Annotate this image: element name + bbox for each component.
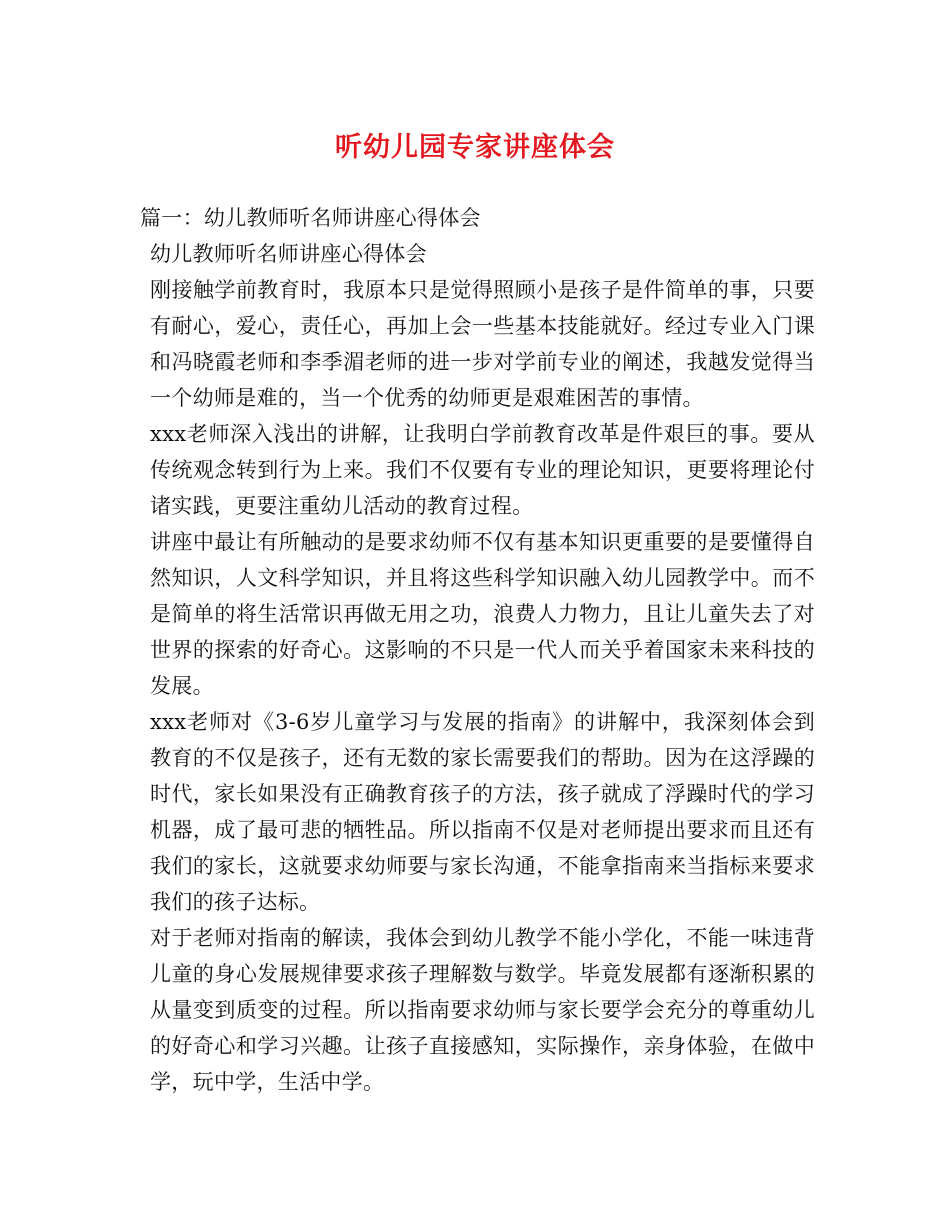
section-heading: 篇一：幼儿教师听名师讲座心得体会: [140, 206, 481, 230]
paragraph-3: 讲座中最让有所触动的是要求幼师不仅有基本知识更重要的是要懂得自然知识，人文科学知识，并且将这些科学知识融入幼儿园教学中。而不是简单的将生活常识再做无用之功，浪费人力物力，且让儿童失去了对世界的探索的好奇心。这影响的不只是一代人而关乎着国家未来科技的发展。: [150, 530, 815, 698]
paragraph-2: xxx老师深入浅出的讲解，让我明白学前教育改革是件艰巨的事。要从传统观念转到行为上来。我们不仅要有专业的理论知识，更要将理论付诸实践，更要注重幼儿活动的教育过程。: [150, 422, 815, 518]
paragraph-5: 对于老师对指南的解读，我体会到幼儿教学不能小学化，不能一味违背儿童的身心发展规律要求孩子理解数与数学。毕竟发展都有逐渐积累的从量变到质变的过程。所以指南要求幼师与家长要学会充分的尊重幼儿的好奇心和学习兴趣。让孩子直接感知，实际操作，亲身体验，在做中学，玩中学，生活中学。: [150, 926, 815, 1094]
document-body: [140, 200, 815, 1100]
paragraph-4: xxx老师对《3-6岁儿童学习与发展的指南》的讲解中，我深刻体会到教育的不仅是孩子，还有无数的家长需要我们的帮助。因为在这浮躁的时代，家长如果没有正确教育孩子的方法，孩子就成了浮躁时代的学习机器，成了最可悲的牺牲品。所以指南不仅是对老师提出要求而且还有我们的家长，这就要求幼师要与家长沟通，不能拿指南来当指标来要求我们的孩子达标。: [150, 710, 815, 914]
subheading: 幼儿教师听名师讲座心得体会: [150, 242, 427, 266]
paragraph-1: 刚接触学前教育时，我原本只是觉得照顾小是孩子是件简单的事，只要有耐心，爱心，责任心，再加上会一些基本技能就好。经过专业入门课和冯晓霞老师和李季湄老师的进一步对学前专业的阐述，我越发觉得当一个幼师是难的，当一个优秀的幼师更是艰难困苦的事情。: [150, 278, 815, 410]
document-title: 听幼儿园专家讲座体会: [335, 132, 615, 163]
